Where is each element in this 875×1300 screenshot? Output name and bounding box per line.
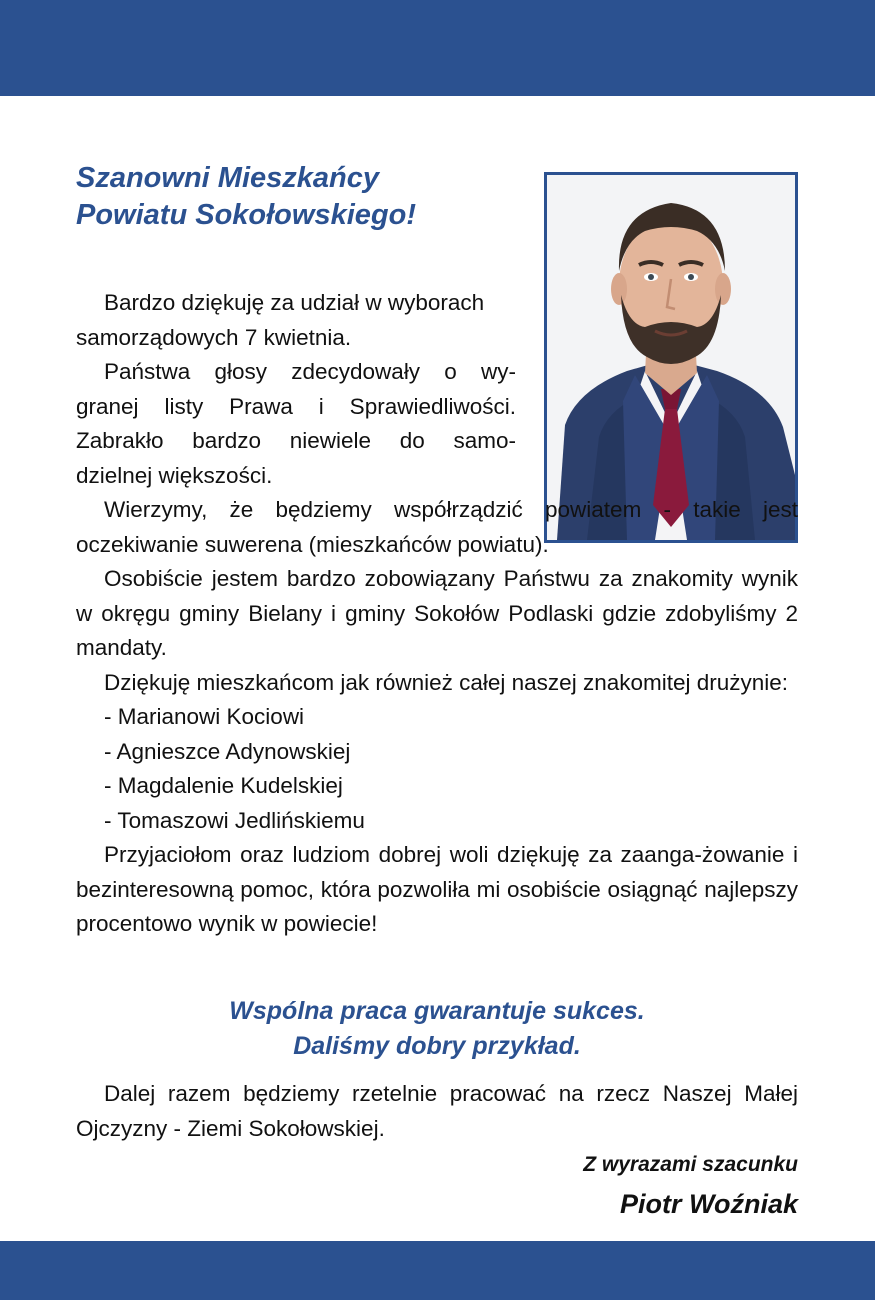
bottom-blue-band [0,1241,875,1300]
paragraph-1-line-1: Bardzo dziękuję za udział w wyborach [104,290,485,315]
paragraph-2-line-1: Państwa głosy zdecydowały o wy- [104,359,516,384]
letter-main-paragraphs [76,493,798,942]
signature-name: Piotr Woźniak [619,1189,798,1219]
team-list-item: - Magdalenie Kudelskiej [104,773,343,798]
letter-page [0,96,875,1241]
paragraph-2-line-3: Zabrakło bardzo niewiele do samo- [76,428,516,453]
paragraph-6: Przyjaciołom oraz ludziom dobrej woli dziękuję za zaanga-żowanie i bezinteresowną pomoc, która pozwoliła mi osobiście osiągnąć najlepszy procentowo wynik w powiecie! [76,842,798,936]
candidate-portrait-frame [544,172,798,543]
top-blue-band [0,0,875,96]
motto-line-2: Daliśmy dobry przykład. [293,1032,581,1060]
letter-final-paragraph [76,1077,798,1146]
paragraph-2-line-4: dzielnej większości. [76,462,273,488]
paragraph-7: Dalej razem będziemy rzetelnie pracować na rzecz Naszej Małej Ojczyzny - Ziemi Sokołowskiej. [76,1081,798,1141]
paragraph-2-line-2: granej listy Prawa i Sprawiedliwości. [76,393,516,419]
letter-intro-paragraphs [76,286,516,493]
team-list-item: - Agnieszce Adynowskiej [104,738,351,764]
paragraph-3: Wierzymy, że będziemy współrządzić powiatem - takie jest oczekiwanie suwerena (mieszkańców powiatu). [76,497,798,557]
motto [76,994,798,1064]
team-list-item: - Marianowi Kociowi [104,704,305,729]
motto-line-1: Wspólna praca gwarantuje sukces. [229,997,645,1025]
paragraph-5: Dziękuję mieszkańcom jak również całej naszej znakomitej drużynie: [104,669,789,695]
closing-salutation: Z wyrazami szacunku [583,1153,798,1176]
team-list-item: - Tomaszowi Jedlińskiemu [104,807,365,833]
letter-greeting [76,160,526,234]
paragraph-1-line-2: samorządowych 7 kwietnia. [76,324,352,350]
paragraph-4: Osobiście jestem bardzo zobowiązany Państwu za znakomity wynik w okręgu gminy Bielany i gminy Sokołów Podlaski gdzie zdobyliśmy 2 mandaty. [76,566,798,660]
greeting-line-1: Szanowni Mieszkańcy [76,162,379,194]
candidate-portrait [547,175,795,540]
greeting-line-2: Powiatu Sokołowskiego! [76,199,416,231]
